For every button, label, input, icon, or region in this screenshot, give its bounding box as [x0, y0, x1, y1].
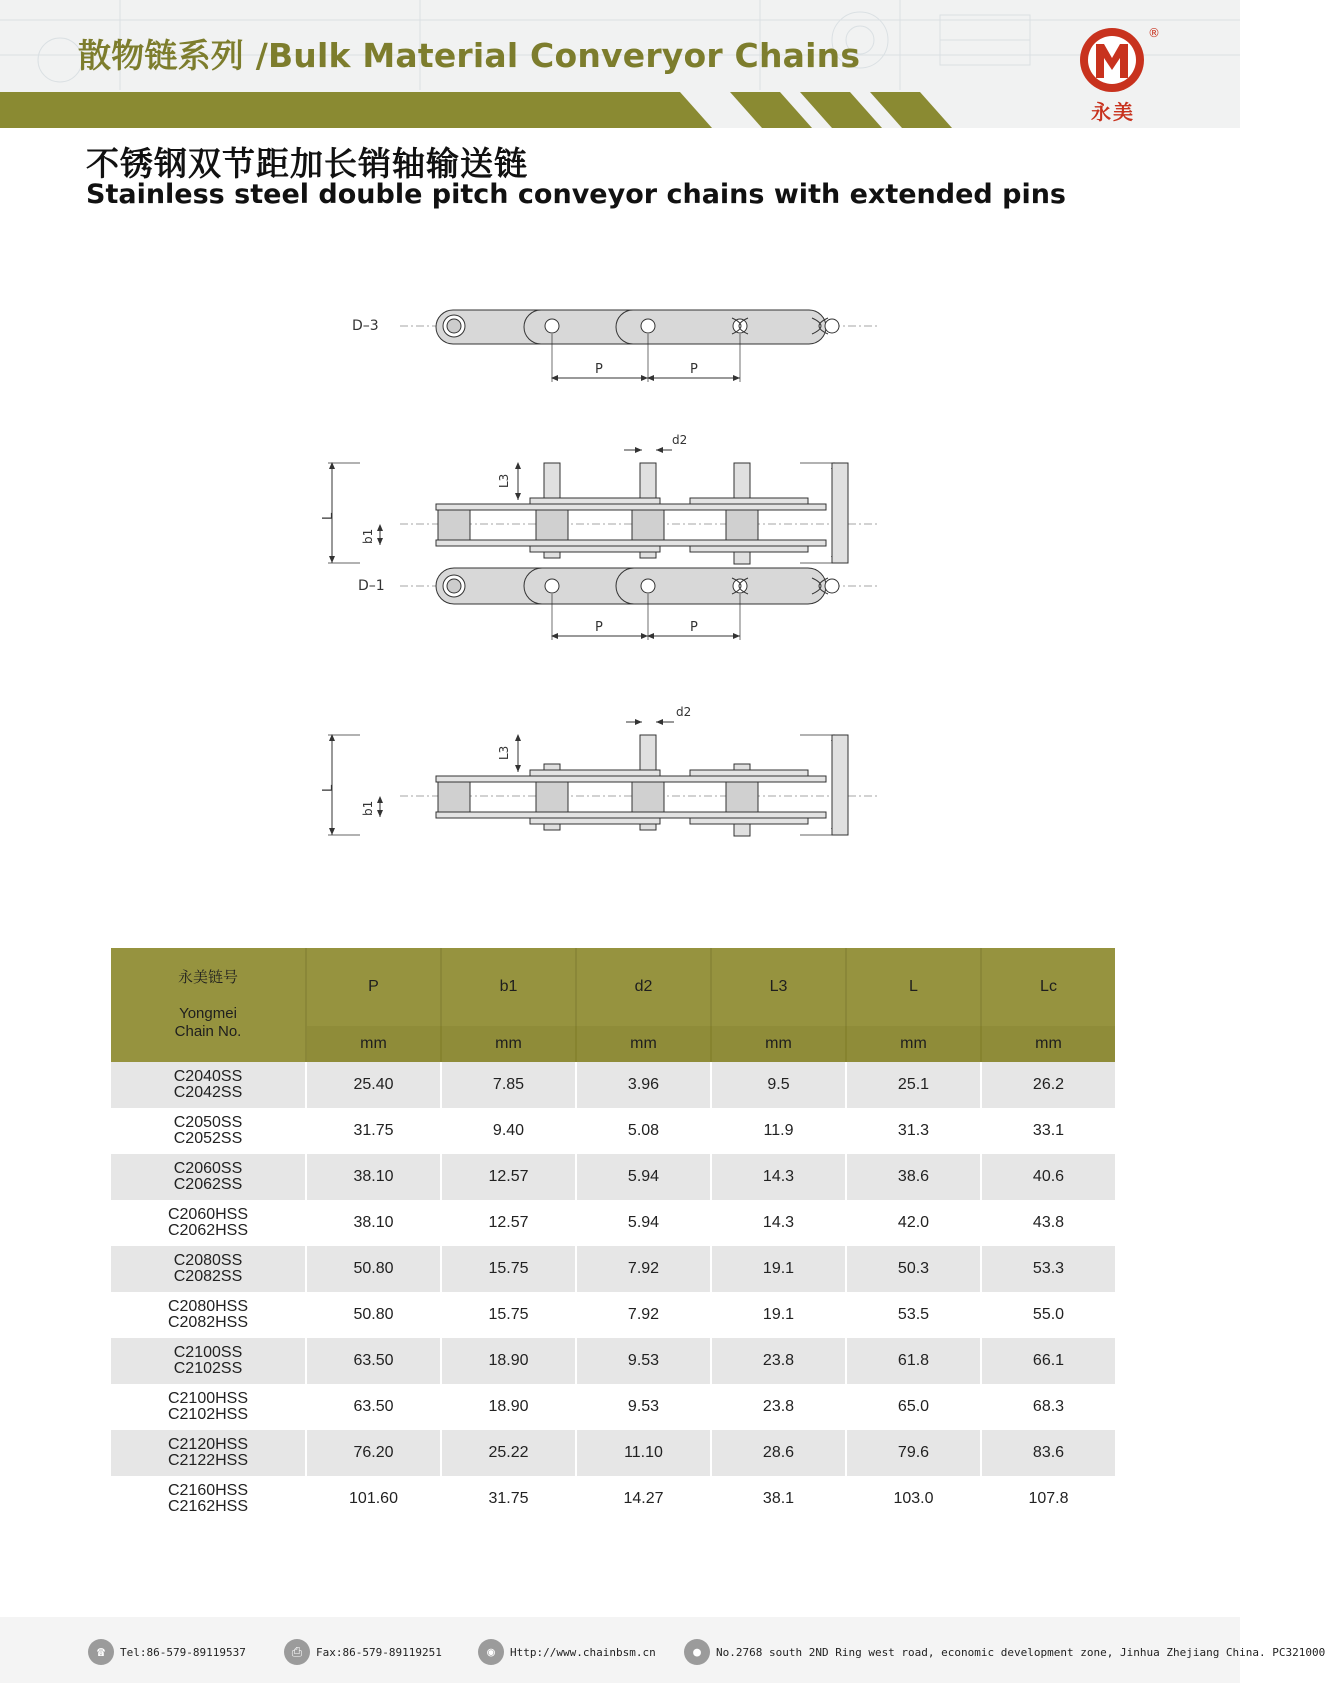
d3-pitch-label-2: P — [690, 362, 698, 377]
page-header — [0, 0, 1240, 128]
chain-model: C2060HSS — [167, 1206, 249, 1223]
value-cell-d2: 5.08 — [576, 1108, 711, 1154]
value-cell-b1: 18.90 — [441, 1384, 576, 1430]
unit-p: mm — [306, 1026, 441, 1062]
value-cell-l: 31.3 — [846, 1108, 981, 1154]
value-cell-lc: 40.6 — [981, 1154, 1115, 1200]
value-cell-l: 38.6 — [846, 1154, 981, 1200]
col-header-lc: Lc — [981, 948, 1115, 1026]
chain-no-header — [111, 948, 306, 1062]
web-icon: ◉ — [478, 1639, 504, 1665]
value-cell-d2: 5.94 — [576, 1154, 711, 1200]
chain-diagrams — [320, 300, 940, 860]
d3-d2-label: d2 — [672, 433, 688, 447]
chain-model: C2080HSS — [167, 1298, 249, 1315]
value-cell-d2: 9.53 — [576, 1338, 711, 1384]
value-cell-p: 50.80 — [306, 1246, 441, 1292]
value-cell-l: 25.1 — [846, 1062, 981, 1108]
chain-model: C2102SS — [173, 1360, 243, 1377]
unit-b1: mm — [441, 1026, 576, 1062]
value-cell-b1: 25.22 — [441, 1430, 576, 1476]
chain-model-cell — [111, 1384, 306, 1430]
value-cell-l3: 14.3 — [711, 1154, 846, 1200]
value-cell-l3: 38.1 — [711, 1476, 846, 1522]
value-cell-l: 65.0 — [846, 1384, 981, 1430]
chain-model: C2082SS — [173, 1268, 243, 1285]
chain-model: C2062SS — [173, 1176, 243, 1193]
page-footer — [0, 1617, 1325, 1683]
value-cell-p: 38.10 — [306, 1154, 441, 1200]
footer-tel — [88, 1639, 246, 1665]
table-row — [111, 1292, 1115, 1338]
col-header-b1: b1 — [441, 948, 576, 1026]
value-cell-l: 103.0 — [846, 1476, 981, 1522]
value-cell-d2: 7.92 — [576, 1292, 711, 1338]
chain-model-cell — [111, 1200, 306, 1246]
value-cell-b1: 12.57 — [441, 1154, 576, 1200]
value-cell-l: 61.8 — [846, 1338, 981, 1384]
chain-model: C2160HSS — [167, 1482, 249, 1499]
chain-model-cell — [111, 1154, 306, 1200]
value-cell-p: 76.20 — [306, 1430, 441, 1476]
d3-pitch-label-1: P — [595, 362, 603, 377]
table-row — [111, 1430, 1115, 1476]
footer-web[interactable] — [478, 1639, 656, 1665]
page-title-cn: 不锈钢双节距加长销轴输送链 — [86, 144, 528, 183]
d1-l-label: L — [321, 784, 336, 792]
value-cell-d2: 11.10 — [576, 1430, 711, 1476]
value-cell-d2: 14.27 — [576, 1476, 711, 1522]
value-cell-b1: 15.75 — [441, 1246, 576, 1292]
chain-model-cell — [111, 1062, 306, 1108]
value-cell-l3: 23.8 — [711, 1384, 846, 1430]
value-cell-p: 50.80 — [306, 1292, 441, 1338]
d1-side-view — [358, 568, 880, 640]
value-cell-p: 63.50 — [306, 1384, 441, 1430]
page-title-en: Stainless steel double pitch conveyor chains with extended pins — [86, 179, 1067, 210]
chain-model: C2042SS — [173, 1084, 243, 1101]
fax-text: Fax:86-579-89119251 — [316, 1645, 442, 1659]
chain-model: C2082HSS — [167, 1314, 249, 1331]
table-row — [111, 1062, 1115, 1108]
value-cell-d2: 9.53 — [576, 1384, 711, 1430]
chain-no-header-en-1: Yongmei — [179, 1005, 237, 1022]
value-cell-lc: 33.1 — [981, 1108, 1115, 1154]
value-cell-p: 38.10 — [306, 1200, 441, 1246]
value-cell-lc: 68.3 — [981, 1384, 1115, 1430]
value-cell-lc: 107.8 — [981, 1476, 1115, 1522]
fax-icon: ⎙ — [284, 1639, 310, 1665]
address-text: No.2768 south 2ND Ring west road, economic development zone, Jinhua Zhejiang China. PC321000 — [716, 1645, 1325, 1659]
value-cell-p: 101.60 — [306, 1476, 441, 1522]
chain-model: C2162HSS — [167, 1498, 249, 1515]
table-row — [111, 1108, 1115, 1154]
value-cell-l: 42.0 — [846, 1200, 981, 1246]
chain-model-cell — [111, 1108, 306, 1154]
value-cell-l3: 11.9 — [711, 1108, 846, 1154]
chain-model: C2040SS — [173, 1068, 243, 1085]
value-cell-lc: 55.0 — [981, 1292, 1115, 1338]
value-cell-p: 63.50 — [306, 1338, 441, 1384]
chain-model-cell — [111, 1246, 306, 1292]
chain-model: C2100HSS — [167, 1390, 249, 1407]
table-row — [111, 1246, 1115, 1292]
chain-no-header-en-2: Chain No. — [174, 1023, 242, 1040]
chain-model: C2050SS — [173, 1114, 243, 1131]
table-row — [111, 1384, 1115, 1430]
tel-text: Tel:86-579-89119537 — [120, 1645, 246, 1659]
d3-b1-label: b1 — [361, 528, 375, 544]
unit-d2: mm — [576, 1026, 711, 1062]
d1-l3-label: L3 — [497, 745, 511, 760]
table-row — [111, 1476, 1115, 1522]
d3-label: D–3 — [352, 318, 379, 334]
d1-top-view — [321, 705, 880, 836]
chain-model: C2052SS — [173, 1130, 243, 1147]
footer-address — [684, 1639, 1325, 1665]
header-row — [111, 948, 1115, 1026]
d1-d2-label: d2 — [676, 705, 692, 719]
unit-l3: mm — [711, 1026, 846, 1062]
col-header-l3: L3 — [711, 948, 846, 1026]
table-row — [111, 1200, 1115, 1246]
col-header-p: P — [306, 948, 441, 1026]
value-cell-p: 25.40 — [306, 1062, 441, 1108]
value-cell-l: 50.3 — [846, 1246, 981, 1292]
value-cell-d2: 7.92 — [576, 1246, 711, 1292]
chain-model: C2060SS — [173, 1160, 243, 1177]
footer-fax — [284, 1639, 442, 1665]
value-cell-b1: 9.40 — [441, 1108, 576, 1154]
d1-pitch-label-1: P — [595, 620, 603, 635]
col-header-l: L — [846, 948, 981, 1026]
web-text[interactable]: Http://www.chainbsm.cn — [510, 1645, 656, 1659]
unit-l: mm — [846, 1026, 981, 1062]
value-cell-b1: 12.57 — [441, 1200, 576, 1246]
col-header-d2: d2 — [576, 948, 711, 1026]
value-cell-lc: 26.2 — [981, 1062, 1115, 1108]
value-cell-b1: 15.75 — [441, 1292, 576, 1338]
value-cell-b1: 7.85 — [441, 1062, 576, 1108]
value-cell-b1: 31.75 — [441, 1476, 576, 1522]
brand-mark: 永美 — [1091, 100, 1135, 124]
value-cell-l3: 14.3 — [711, 1200, 846, 1246]
header-band — [0, 92, 1240, 128]
value-cell-lc: 43.8 — [981, 1200, 1115, 1246]
value-cell-d2: 3.96 — [576, 1062, 711, 1108]
value-cell-lc: 83.6 — [981, 1430, 1115, 1476]
d1-b1-label: b1 — [361, 800, 375, 816]
series-title: 散物链系列 /Bulk Material Converyor Chains — [78, 36, 861, 75]
chain-model-cell — [111, 1476, 306, 1522]
d1-label: D–1 — [358, 578, 385, 594]
value-cell-l: 79.6 — [846, 1430, 981, 1476]
d1-pitch-label-2: P — [690, 620, 698, 635]
location-icon: ● — [684, 1639, 710, 1665]
chain-model: C2102HSS — [167, 1406, 249, 1423]
d3-l3-label: L3 — [497, 473, 511, 488]
chain-model: C2122HSS — [167, 1452, 249, 1469]
chain-model-cell — [111, 1292, 306, 1338]
value-cell-l3: 23.8 — [711, 1338, 846, 1384]
table-row — [111, 1154, 1115, 1200]
value-cell-l3: 19.1 — [711, 1292, 846, 1338]
chain-model: C2100SS — [173, 1344, 243, 1361]
chain-model-cell — [111, 1338, 306, 1384]
chain-model: C2120HSS — [167, 1436, 249, 1453]
value-cell-lc: 53.3 — [981, 1246, 1115, 1292]
value-cell-b1: 18.90 — [441, 1338, 576, 1384]
value-cell-l: 53.5 — [846, 1292, 981, 1338]
table-row — [111, 1338, 1115, 1384]
spec-table — [111, 948, 1115, 1522]
chain-model: C2080SS — [173, 1252, 243, 1269]
d3-top-view — [321, 433, 880, 564]
phone-icon: ☎ — [88, 1639, 114, 1665]
chain-no-header-cn: 永美链号 — [177, 969, 238, 986]
value-cell-l3: 19.1 — [711, 1246, 846, 1292]
unit-lc: mm — [981, 1026, 1115, 1062]
value-cell-p: 31.75 — [306, 1108, 441, 1154]
chain-model-cell — [111, 1430, 306, 1476]
value-cell-l3: 28.6 — [711, 1430, 846, 1476]
value-cell-lc: 66.1 — [981, 1338, 1115, 1384]
value-cell-l3: 9.5 — [711, 1062, 846, 1108]
value-cell-d2: 5.94 — [576, 1200, 711, 1246]
d3-side-view — [352, 310, 880, 382]
d3-l-label: L — [321, 512, 336, 520]
registered-mark: ® — [1148, 26, 1160, 40]
chain-model: C2062HSS — [167, 1222, 249, 1239]
